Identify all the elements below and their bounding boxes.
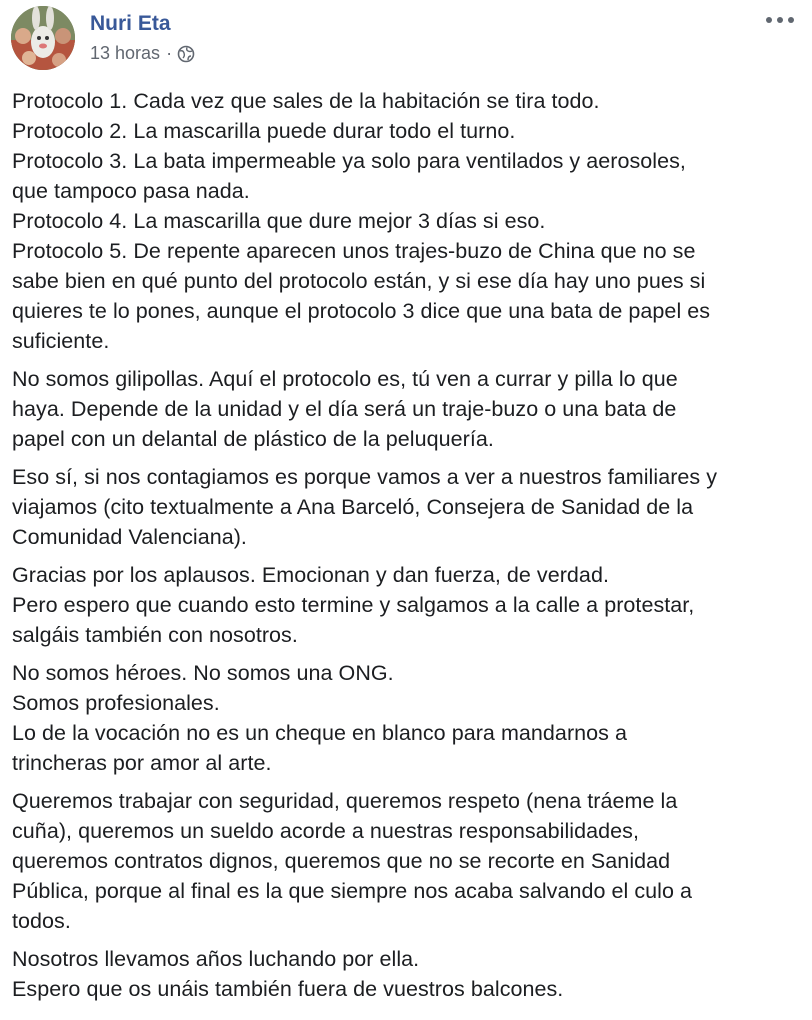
- post-paragraph: Protocolo 1. Cada vez que sales de la habitación se tira todo. Protocolo 2. La mascarilla puede durar todo el turno. Protocolo 3. La bata impermeable ya solo para ventilados y aerosoles, que tampoco pasa nada. Protocolo 4. La mascarilla que dure mejor 3 días si eso. Protocolo 5. De repente aparecen unos trajes-buzo de China que no se sabe bien en qué punto del protocolo están, y si ese día hay uno pues si quieres te lo pones, aunque el protocolo 3 dice que una bata de papel es suficiente.: [12, 89, 711, 353]
- avatar-image: [11, 6, 75, 70]
- post-body: [12, 86, 802, 1012]
- author-name-link[interactable]: Nuri Eta: [90, 12, 171, 35]
- post-paragraph: Eso sí, si nos contagiamos es porque vamos a ver a nuestros familiares y viajamos (cito textualmente a Ana Barceló, Consejera de Sanidad de la Comunidad Valenciana).: [12, 465, 718, 549]
- post-header: [10, 6, 800, 72]
- post-paragraph: Queremos trabajar con seguridad, queremos respeto (nena tráeme la cuña), queremos un sueldo acorde a nuestras responsabilidades, queremos contratos dignos, queremos que no se recorte en Sanidad Pública, porque al final es la que siempre nos acaba salvando el culo a todos.: [12, 789, 693, 933]
- author-avatar[interactable]: [11, 6, 75, 70]
- post-meta: [90, 43, 195, 64]
- globe-icon[interactable]: [177, 45, 195, 63]
- more-horizontal-icon-dot: [777, 17, 783, 23]
- post-paragraph: No somos gilipollas. Aquí el protocolo es, tú ven a currar y pilla lo que haya. Depende de la unidad y el día será un traje-buzo o una bata de papel con un delantal de plástico de la peluquería.: [12, 367, 678, 451]
- post-paragraph: Nosotros llevamos años luchando por ella. Espero que os unáis también fuera de vuestros balcones.: [12, 947, 564, 1001]
- post-paragraph: No somos héroes. No somos una ONG. Somos profesionales. Lo de la vocación no es un cheque en blanco para mandarnos a trincheras por amor al arte.: [12, 661, 627, 775]
- more-horizontal-icon-dot: [766, 17, 772, 23]
- meta-separator: ·: [166, 43, 173, 63]
- more-options-button[interactable]: [760, 8, 800, 32]
- post-paragraph: Gracias por los aplausos. Emocionan y dan fuerza, de verdad. Pero espero que cuando esto termine y salgamos a la calle a protestar, salgáis también con nosotros.: [12, 563, 695, 647]
- more-horizontal-icon-dot: [788, 17, 794, 23]
- post-timestamp[interactable]: 13 horas: [90, 43, 161, 63]
